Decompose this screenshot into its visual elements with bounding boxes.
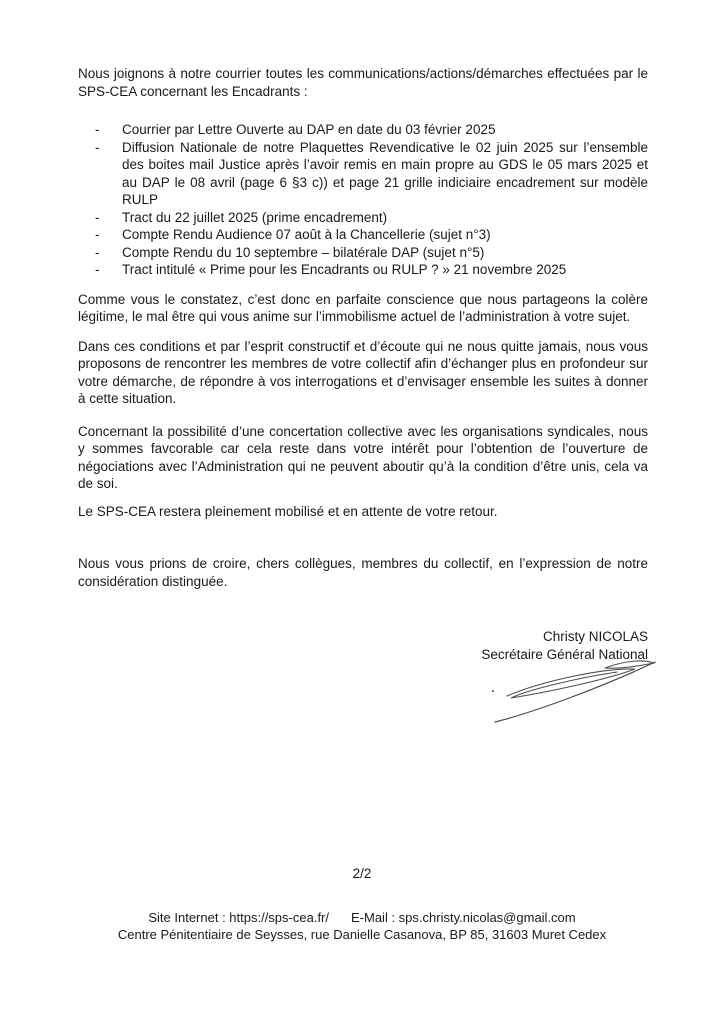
footer-email: E-Mail : sps.christy.nicolas@gmail.com [351, 910, 576, 925]
list-item: - Compte Rendu du 10 septembre – bilatérale DAP (sujet n°5) [78, 244, 648, 262]
signatory-name: Christy NICOLAS [542, 629, 648, 644]
paragraph-salutation: Nous vous prions de croire, chers collègues, membres du collectif, en l’expression de notre considération distinguée. [78, 556, 648, 589]
page-number: 2/2 [352, 866, 372, 881]
list-item: - Courrier par Lettre Ouverte au DAP en date du 03 février 2025 [78, 121, 648, 139]
handwritten-signature-icon [487, 654, 662, 732]
communications-list [78, 121, 648, 279]
footer [0, 910, 724, 943]
signature-block [78, 628, 648, 738]
footer-contact-line [0, 910, 724, 927]
list-item: - Tract du 22 juillet 2025 (prime encadrement) [78, 209, 648, 227]
letter-body [78, 65, 648, 738]
intro-paragraph: Nous joignons à notre courrier toutes les communications/actions/démarches effectuées par le SPS-CEA concernant les Encadrants : [78, 66, 648, 99]
paragraph-concertation: Concernant la possibilité d’une concertation collective avec les organisations syndicales, nous y sommes favcorable car cela reste dans votre intérêt pour l’obtention de l’ouverture de négociations avec l’Administration qui ne peuvent aboutir qu’à la condition d’être unis, cela va de soi. [78, 423, 648, 491]
footer-site-url: Site Internet : https://sps-cea.fr/ [148, 910, 329, 925]
paragraph-mobilise: Le SPS-CEA restera pleinement mobilisé et en attente de votre retour. [78, 503, 498, 519]
list-item: - Tract intitulé « Prime pour les Encadrants ou RULP ? » 21 novembre 2025 [78, 261, 648, 279]
footer-address: Centre Pénitentiaire de Seysses, rue Danielle Casanova, BP 85, 31603 Muret Cedex [117, 926, 607, 942]
paragraph-conditions: Dans ces conditions et par l’esprit constructif et d’écoute qui ne nous quitte jamais, nous vous proposons de rencontrer les membres de votre collectif afin d’échanger plus en profondeur sur votre démarche, de répondre à vos interrogations et d’envisager ensemble les suites à donner à cette situation. [78, 338, 648, 406]
paragraph-constat: Comme vous le constatez, c’est donc en parfaite conscience que nous partageons la colère légitime, le mal être qui vous anime sur l’immobilisme actuel de l’administration à votre sujet. [78, 291, 648, 324]
list-item: - Diffusion Nationale de notre Plaquettes Revendicative le 02 juin 2025 sur l’ensemble des boites mail Justice après l’avoir remis en main propre au GDS le 05 mars 2025 et au DAP le 08 avril (page 6 §3 c)) et page 21 grille indiciaire encadrement sur modèle RULP [78, 139, 648, 209]
list-item: - Compte Rendu Audience 07 août à la Chancellerie (sujet n°3) [78, 226, 648, 244]
signatory-title: Secrétaire Général National [481, 646, 648, 662]
